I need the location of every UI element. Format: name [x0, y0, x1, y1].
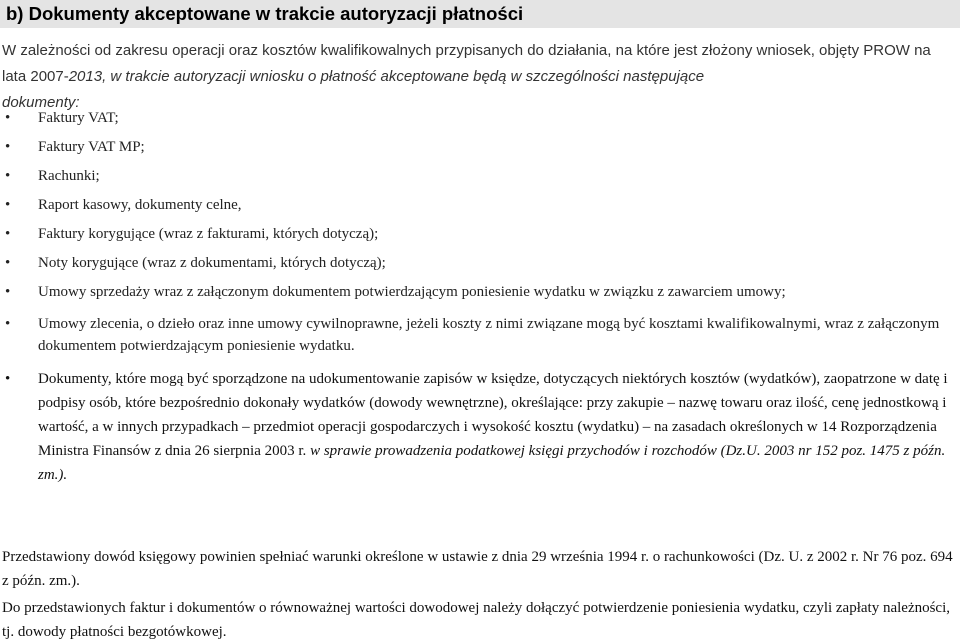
- list-item-text: Raport kasowy, dokumenty celne,: [38, 197, 242, 213]
- intro-text-2: 2013, w trakcie autoryzacji wniosku o płatność akceptowane będą w szczególności następujące: [68, 68, 705, 85]
- list-item-citation: w sprawie prowadzenia podatkowej księgi przychodów i rozchodów (Dz.U. 2003 nr 152 poz. 1475 z późn. zm.).: [38, 442, 946, 483]
- bullet-icon: •: [5, 168, 11, 184]
- bullet-icon: •: [5, 255, 11, 271]
- section-header: [0, 0, 960, 28]
- bullet-icon: •: [5, 197, 11, 213]
- document-list: [0, 107, 958, 487]
- payment-proof-paragraph: Do przedstawionych faktur i dokumentów o równoważnej wartości dowodowej należy dołączyć potwierdzenie poniesienia wydatku, czyli zapłaty należności, tj. dowody płatności bezgotówkowej.: [2, 600, 951, 640]
- list-item-text: Noty korygujące (wraz z dokumentami, których dotyczą);: [38, 255, 386, 271]
- list-item: [0, 223, 958, 252]
- list-item-text: Faktury VAT;: [38, 110, 119, 126]
- list-item: [0, 194, 958, 223]
- intro-text-3: dokumenty:: [2, 94, 80, 111]
- section-title: b) Dokumenty akceptowane w trakcie autoryzacji płatności: [6, 3, 524, 24]
- list-item-text: Umowy zlecenia, o dzieło oraz inne umowy cywilnoprawne, jeżeli koszty z nimi związane mogą być kosztami kwalifikowalnymi, wraz z załączonym dokumentem potwierdzającym poniesienie wydatku.: [38, 315, 940, 354]
- bullet-icon: •: [5, 139, 11, 155]
- bullet-icon: •: [5, 315, 11, 332]
- bullet-icon: •: [5, 110, 11, 126]
- list-item: [0, 313, 958, 358]
- list-item-text: Rachunki;: [38, 168, 100, 184]
- intro-paragraph: [2, 38, 957, 116]
- list-item: [0, 252, 958, 281]
- list-item-text: Faktury korygujące (wraz z fakturami, których dotyczą);: [38, 226, 379, 242]
- list-item: [0, 136, 958, 165]
- bullet-icon: •: [5, 284, 11, 300]
- list-item: [0, 165, 958, 194]
- list-item: [0, 367, 958, 487]
- list-item: [0, 107, 958, 136]
- list-item-text: Dokumenty, które mogą być sporządzone na udokumentowanie zapisów w księdze, dotyczących niektórych kosztów (wydatków), zaopatrzone w datę i podpisy osób, które bezpośrednio dokonały wydatków (dowody wewnętrzne), określające: przy zakupie – nazwę towaru oraz ilość, cenę jednostkową i wartość, a w innych przypadkach – przedmiot operacji gospodarczych i wysokość kosztu (wydatku) – na zasadach określonych w 14 Rozporządzenia Ministra Finansów z dnia 26 sierpnia 2003 r.: [38, 370, 948, 459]
- accounting-proof-paragraph: Przedstawiony dowód księgowy powinien spełniać warunki określone w ustawie z dnia 29 września 1994 r. o rachunkowości (Dz. U. z 2002 r. Nr 76 poz. 694 z późn. zm.).: [2, 549, 953, 589]
- list-item-text: Faktury VAT MP;: [38, 139, 145, 155]
- bullet-icon: •: [5, 370, 11, 387]
- bullet-icon: •: [5, 226, 11, 242]
- list-item: [0, 281, 958, 304]
- list-item-text: Umowy sprzedaży wraz z załączonym dokumentem potwierdzającym poniesienie wydatku w związku z zawarciem umowy;: [38, 284, 786, 300]
- intro-text-1: W zależności od zakresu operacji oraz kosztów kwalifikowalnych przypisanych do działania, na które jest złożony wniosek, objęty PROW na lata 2007-: [2, 42, 931, 85]
